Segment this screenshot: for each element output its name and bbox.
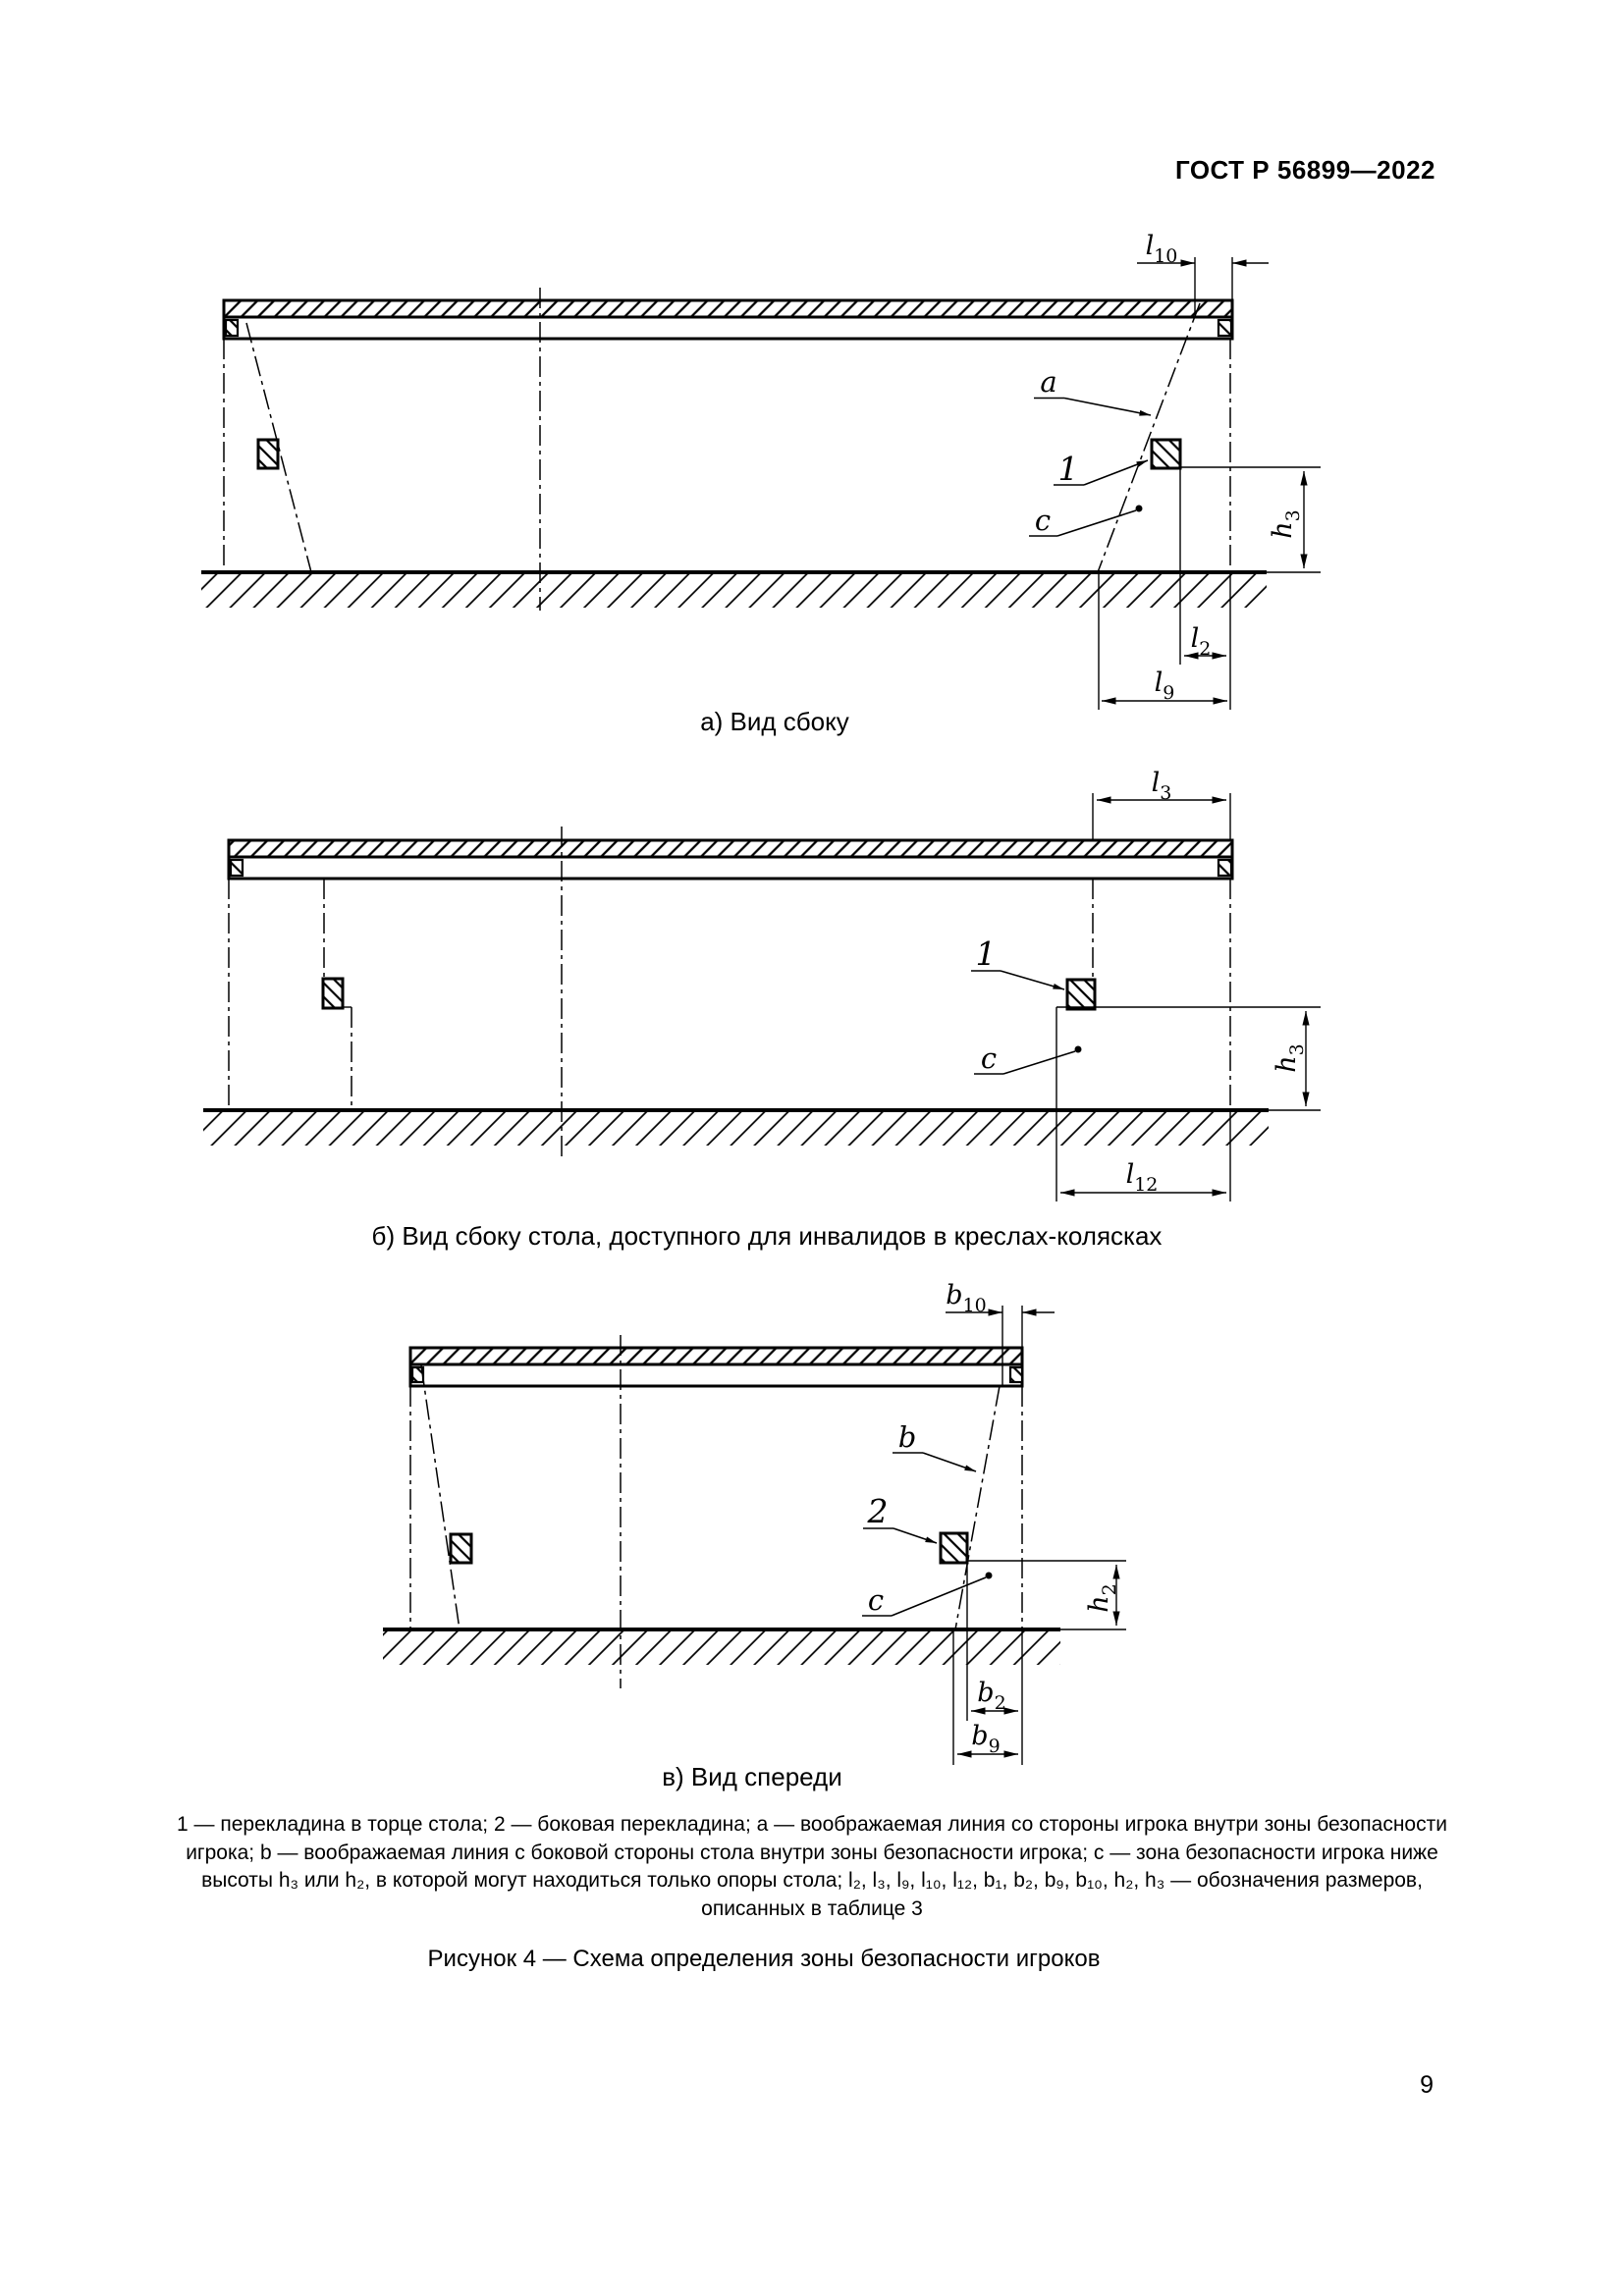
figure-legend — [115, 1811, 1509, 1923]
caption-view-b: б) Вид сбоку стола, доступного для инвалидов в креслах-колясках — [371, 1221, 1163, 1251]
dimension-h3-b — [1056, 1007, 1321, 1106]
svg-text:a: a — [1040, 365, 1057, 399]
callout-line-a — [1034, 365, 1151, 415]
apron-v — [410, 1364, 1022, 1386]
svg-text:c: c — [867, 1583, 885, 1617]
callout-part-1-a — [1054, 450, 1148, 488]
view-a-side — [201, 231, 1321, 710]
safety-line-a — [1098, 303, 1200, 572]
legend-line-4: описанных в таблице 3 — [701, 1896, 923, 1920]
crossbar-left-a — [258, 440, 278, 468]
svg-text:b2: $b_2$ — [977, 1678, 1006, 1714]
crossbar-left-b — [323, 979, 343, 1008]
dimension-h2 — [967, 1561, 1126, 1626]
svg-text:b: b — [897, 1420, 917, 1454]
apron-end-block-left-a — [226, 320, 238, 336]
svg-text:1: 1 — [1057, 450, 1079, 488]
ground-hatch-b — [203, 1112, 1269, 1146]
callout-line-b — [893, 1420, 976, 1471]
svg-text:l3: $l_3$ — [1151, 768, 1172, 804]
ground-hatch-a — [201, 574, 1267, 608]
svg-text:c: c — [980, 1041, 998, 1075]
crossbar-left-v — [451, 1534, 471, 1563]
svg-text:1: 1 — [975, 934, 997, 973]
tabletop-b — [229, 840, 1232, 857]
view-v-front — [383, 1280, 1126, 1765]
callout-zone-c-v — [862, 1573, 993, 1618]
tabletop-v — [410, 1348, 1022, 1364]
crossbar-1-b — [1067, 980, 1095, 1009]
dimension-l9 — [1102, 667, 1227, 704]
svg-text:h2: $h_2$ — [1084, 1583, 1120, 1613]
callout-part-1-b — [971, 934, 1064, 989]
crossbar-2-v — [941, 1533, 967, 1563]
legend-line-2: игрока; b — воображаемая линия с боковой стороны стола внутри зоны безопасности игрока; c — зона безопасности игрока ниже — [186, 1841, 1438, 1864]
left-safety-line-v — [421, 1365, 460, 1629]
dimension-l12 — [1060, 1159, 1226, 1196]
apron-end-block-left-b — [231, 860, 243, 876]
callout-part-2-v — [863, 1492, 937, 1543]
view-b-side-accessible — [203, 768, 1321, 1201]
legend-line-3: высоты h₃ или h₂, в которой могут находиться только опоры стола; l₂, l₃, l₉, l₁₀, l₁₂, b₁, b₂, b₉, b₁₀, h₂, h₃ — обозначения размеров, — [201, 1869, 1423, 1893]
dimension-h3-a — [1180, 467, 1321, 568]
caption-view-v: в) Вид спереди — [662, 1762, 842, 1791]
dimension-b2 — [971, 1678, 1018, 1714]
apron-a — [224, 317, 1232, 339]
figure-caption: Рисунок 4 — Схема определения зоны безопасности игроков — [427, 1946, 1101, 1972]
apron-b — [229, 857, 1232, 879]
caption-view-a: а) Вид сбоку — [700, 707, 849, 736]
apron-end-block-right-a — [1218, 320, 1231, 336]
callout-zone-c-b — [974, 1041, 1082, 1075]
legend-line-1: 1 — перекладина в торце стола; 2 — боковая перекладина; a — воображаемая линия со стороны игрока внутри зоны безопасности — [177, 1813, 1447, 1836]
callout-zone-c-a — [1029, 504, 1143, 537]
document-header: ГОСТ Р 56899—2022 — [1174, 155, 1435, 185]
svg-text:h3: $h_3$ — [1268, 509, 1304, 539]
ground-hatch-v — [383, 1631, 1060, 1665]
svg-text:c: c — [1034, 504, 1052, 537]
apron-end-block-right-b — [1218, 860, 1231, 876]
svg-text:h3: $h_3$ — [1272, 1043, 1308, 1073]
svg-text:b10: $b_{10}$ — [946, 1280, 987, 1316]
apron-end-block-right-v — [1010, 1367, 1022, 1382]
dimension-l3 — [1093, 768, 1230, 841]
svg-text:l10: $l_{10}$ — [1145, 231, 1178, 267]
page-number: 9 — [1420, 2071, 1434, 2099]
svg-text:l12: $l_{12}$ — [1125, 1159, 1159, 1196]
svg-text:l2: $l_2$ — [1190, 623, 1212, 660]
tabletop-a — [224, 300, 1232, 317]
crossbar-1-a — [1152, 440, 1180, 468]
svg-text:2: 2 — [867, 1492, 889, 1530]
svg-text:l9: $l_9$ — [1154, 667, 1175, 704]
dimension-b9 — [957, 1721, 1018, 1757]
safety-line-b-v — [955, 1386, 1000, 1629]
svg-text:b9: $b_9$ — [971, 1721, 1001, 1757]
dimension-l2 — [1184, 623, 1226, 660]
